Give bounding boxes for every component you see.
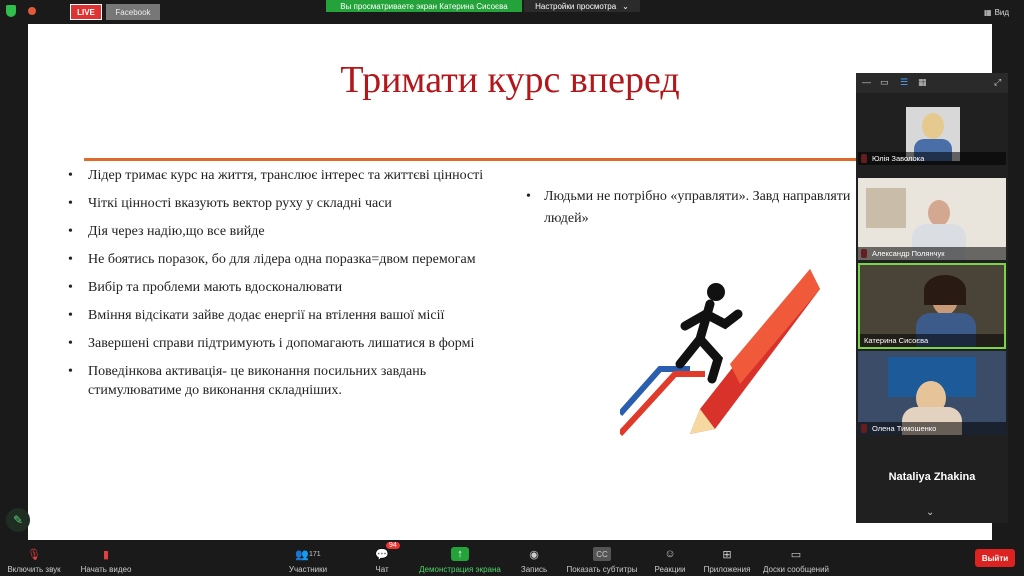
participant-tile[interactable] [858,105,1006,165]
bullet-item: • Не боятись поразок, бо для лідера одна поразка=двом перемогам [66,250,506,269]
top-bar [0,0,1024,24]
start-video-button[interactable] [76,540,136,576]
shield-icon [6,5,16,17]
pencil-icon: ✎ [12,513,24,527]
runner-pencil-illustration [620,264,820,464]
exit-button[interactable]: Выйти [975,549,1015,567]
participant-name: Александр Полянчук [858,247,1006,260]
subtitles-button[interactable] [564,540,640,576]
minimize-icon[interactable]: — [862,77,871,87]
bullet-item: • Лідер тримає курс на життя, транслює інтерес та життєві цінності [66,166,506,185]
apps-label: Приложения [703,565,751,574]
view-settings-button[interactable] [524,0,640,12]
reactions-label: Реакции [654,565,686,574]
share-screen-label: Демонстрация экрана [419,565,501,574]
gallery-view-icon[interactable]: ▦ [918,77,927,87]
participant-gallery [856,73,1008,523]
unmute-label: Включить звук [7,565,61,574]
speaker-view-icon[interactable]: ☰ [900,77,909,87]
bullet-item: • Завершені справи підтримують і допомагають лишатися в формі [66,334,506,353]
bullet-item: • Поведінкова активація- це виконання посильних завдань стимулюватиме до виконання складніших. [66,362,506,400]
cc-icon: CC [593,547,611,561]
apps-button[interactable] [700,540,754,576]
record-icon: ◉ [529,548,539,561]
participants-icon: 👥 171 [295,548,321,561]
whiteboard-icon: ▭ [790,548,802,561]
layout-icon[interactable]: ▭ [880,77,889,87]
participant-tile[interactable] [858,351,1006,435]
participant-name: Катерина Сисоєва [860,334,1004,347]
mic-muted-icon: 🎙 [27,548,41,561]
right-bullet-item: • Людьми не потрібно «управляти». Завд направляти людей» [524,186,864,230]
participant-name: Олена Тимошенко [858,422,1006,435]
whiteboards-button[interactable] [760,540,832,576]
bullet-item: • Вибір та проблеми мають вдосконалювати [66,278,506,297]
whiteboards-label: Доски сообщений [762,565,829,574]
slide-title: Тримати курс вперед [340,59,680,101]
chat-icon: 💬 [375,548,389,561]
status-dot-icon [28,7,36,15]
participant-tile[interactable] [858,178,1006,260]
participant-name-only[interactable]: Nataliya Zhakina [888,471,976,483]
gallery-header [856,73,1008,93]
view-button[interactable] [984,4,1024,20]
participant-name: Юлія Заволока [858,152,1006,165]
participants-label: Участники [288,565,328,574]
bullet-item: • Чіткі цінності вказують вектор руху у складні часи [66,194,506,213]
facebook-dropdown[interactable]: Facebook [106,4,160,20]
bullet-item: • Вміння відсікати зайве додає енергії на втілення вашої місії [66,306,506,325]
share-screen-button[interactable] [416,540,504,576]
apps-icon: ⊞ [722,548,732,561]
title-divider [84,158,884,161]
shared-slide [28,24,992,540]
expand-icon[interactable]: ⤢ [994,77,1002,87]
grid-icon: ▦ [984,7,992,17]
share-banner: Вы просматриваете экран Катерина Сисоєва [326,0,522,12]
participants-button[interactable] [282,540,334,576]
live-badge[interactable]: LIVE [70,4,102,20]
chat-label: Чат [375,565,389,574]
start-video-label: Начать видео [80,565,132,574]
video-off-icon: ▮ [102,548,110,561]
unmute-button[interactable] [4,540,64,576]
participants-count: 171 [309,550,321,558]
bullet-item: • Дія через надію,що все вийде [66,222,506,241]
chat-badge: 94 [386,542,400,549]
meeting-toolbar [0,540,1024,576]
bullet-list [66,166,506,409]
reactions-button[interactable] [650,540,690,576]
annotate-pen-button[interactable] [6,508,30,532]
view-label: Вид [994,7,1010,17]
subtitles-label: Показать субтитры [566,565,638,574]
chat-button[interactable] [366,540,398,576]
chevron-down-icon: ⌄ [622,1,629,11]
reactions-icon: ☺ [664,548,676,560]
record-button[interactable] [514,540,554,576]
chevron-down-icon[interactable]: ⌄ [926,507,935,518]
record-label: Запись [520,565,548,574]
participant-tile-active[interactable] [858,263,1006,349]
share-screen-icon: ↑ [451,547,469,561]
view-settings-label: Настройки просмотра [535,1,617,11]
right-bullet-list [524,186,864,230]
